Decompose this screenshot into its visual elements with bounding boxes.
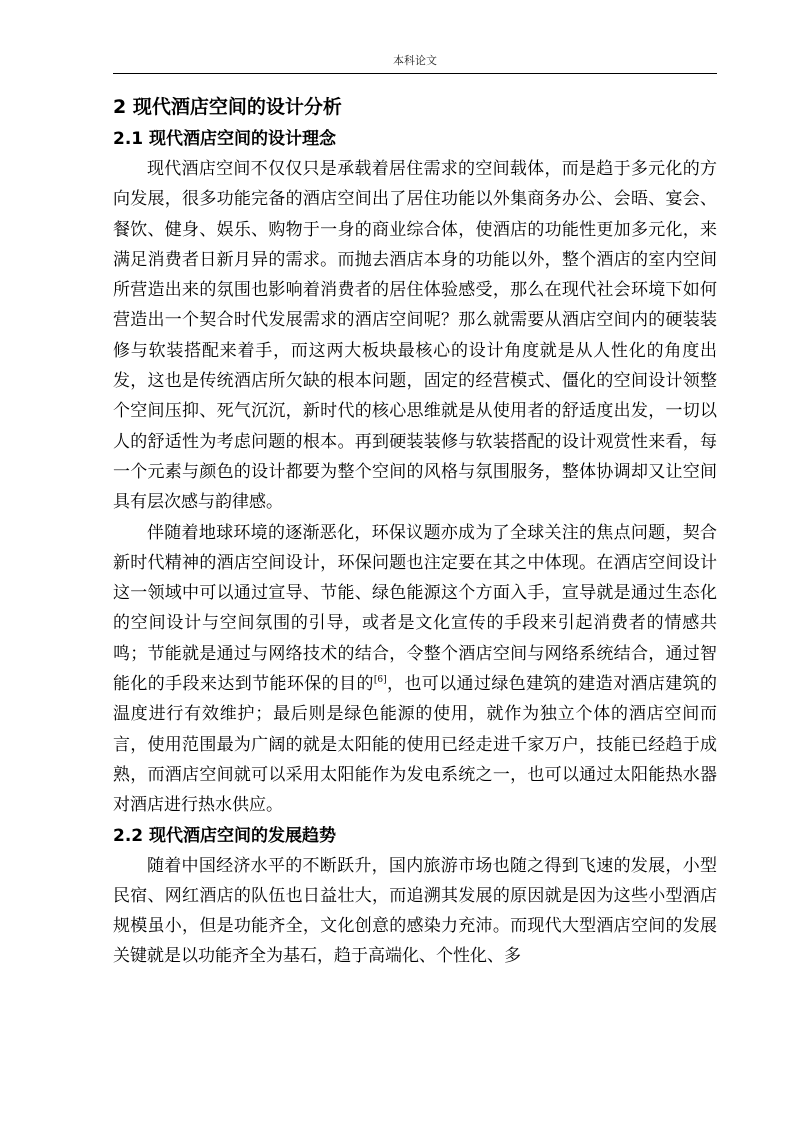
- page-header: 本科论文: [393, 54, 437, 67]
- section-title: 2 现代酒店空间的设计分析: [113, 96, 342, 118]
- paragraph-environmental: [113, 518, 717, 821]
- header-divider: [113, 73, 717, 74]
- subsection-title-2-2: 2.2 现代酒店空间的发展趋势: [113, 825, 337, 846]
- paragraph-environmental-text-1: 伴随着地球环境的逐渐恶化，环保议题亦成为了全球关注的焦点问题，契合新时代精神的酒店空间设计，环保问题也注定要在其之中体现。在酒店空间设计这一领域中可以通过宣导、节能、绿色能源这个方面入手，宣导就是通过生态化的空间设计与空间氛围的引导，或者是文化宣传的手段来引起消费者的情感共鸣；节能就是通过与网络技术的结合，令整个酒店空间与网络系统结合，通过智能化的手段来达到节能环保的目的: [113, 522, 717, 695]
- paragraph-design-concept: 现代酒店空间不仅仅只是承载着居住需求的空间载体，而是趋于多元化的方向发展，很多功能完备的酒店空间出了居住功能以外集商务办公、会晤、宴会、餐饮、健身、娱乐、购物于一身的商业综合体，使酒店的功能性更加多元化，来满足消费者日新月异的需求。而抛去酒店本身的功能以外，整个酒店的室内空间所营造出来的氛围也影响着消费者的居住体验感受，那么在现代社会环境下如何营造出一个契合时代发展需求的酒店空间呢？那么就需要从酒店空间内的硬装装修与软装搭配来着手，而这两大板块最核心的设计角度就是从人性化的角度出发，这也是传统酒店所欠缺的根本问题，固定的经营模式、僵化的空间设计领整个空间压抑、死气沉沉，新时代的核心思维就是从使用者的舒适度出发，一切以人的舒适性为考虑问题的根本。再到硬装装修与软装搭配的设计观赏性来看，每一个元素与颜色的设计都要为整个空间的风格与氛围服务，整体协调却又让空间具有层次感与韵律感。: [113, 159, 717, 513]
- paragraph-environmental-text-2: ，也可以通过绿色建筑的建造对酒店建筑的温度进行有效维护；最后则是绿色能源的使用，就作为独立个体的酒店空间而言，使用范围最为广阔的就是太阳能的使用已经走进千家万户，技能已经趋于成熟，而酒店空间就可以采用太阳能作为发电系统之一，也可以通过太阳能热水器对酒店进行热水供应。: [113, 674, 718, 816]
- citation-6: [6]: [373, 675, 387, 686]
- subsection-title-2-1: 2.1 现代酒店空间的设计理念: [113, 129, 337, 149]
- paragraph-trends: 随着中国经济水平的不断跃升，国内旅游市场也随之得到飞速的发展，小型民宿、网红酒店的队伍也日益壮大，而追溯其发展的原因就是因为这些小型酒店规模虽小，但是功能齐全，文化创意的感染力充沛。而现代大型酒店空间的发展关键就是以功能齐全为基石，趋于高端化、个性化、多: [113, 855, 717, 967]
- page-body: [113, 92, 717, 972]
